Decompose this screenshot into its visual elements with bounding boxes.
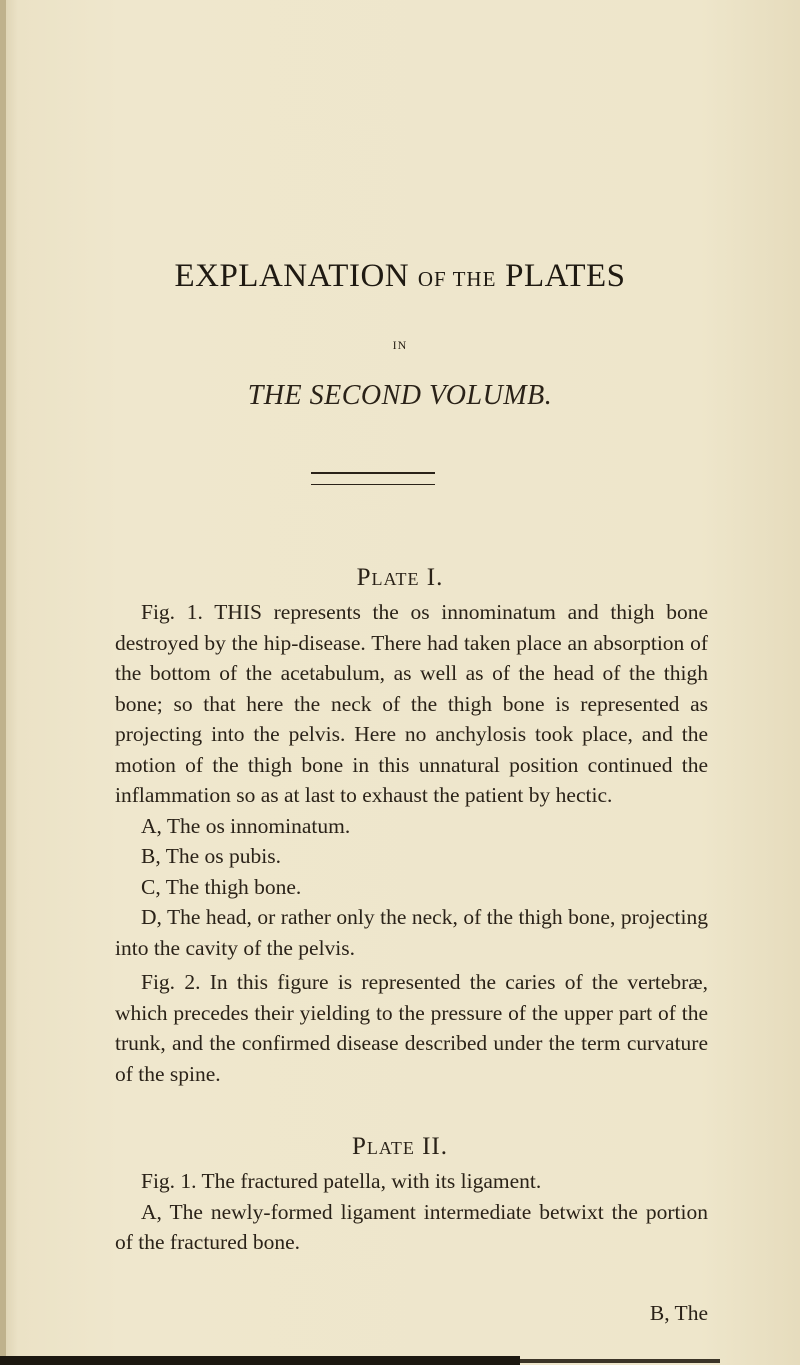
plate-2-text <box>115 1166 708 1258</box>
plate-1-fig-2 <box>115 967 708 1089</box>
plate-1-item-d: D, The head, or rather only the neck, of the thigh bone, projecting into the cavity of the pelvis. <box>115 905 708 960</box>
title-of-the: OF THE <box>417 267 497 291</box>
section-rule <box>311 472 435 485</box>
plate-2-heading: Plate II. <box>351 1133 449 1160</box>
title-plates: PLATES <box>505 258 626 294</box>
page-title <box>0 258 800 295</box>
subtitle: THE SECOND VOLUMB. <box>247 380 553 411</box>
plate-1-item-a: A, The os innominatum. <box>141 813 351 838</box>
plate-2-fig-1: Fig. 1. The fractured patella, with its ligament. <box>141 1169 542 1193</box>
plate-2-item-a: A, The newly-formed ligament intermediate betwixt the portion of the fractured bone. <box>115 1199 708 1254</box>
catchword: B, The <box>649 1301 708 1325</box>
title-in: IN <box>392 338 408 352</box>
plate-1-text <box>115 597 708 963</box>
page-bottom-edge-tail <box>520 1359 720 1363</box>
title-main: EXPLANATION <box>174 258 410 294</box>
plate-1-fig-1 <box>115 597 708 811</box>
plate-1-fig-2-text: Fig. 2. In this figure is represented the caries of the vertebræ, which precedes their yielding to the pressure of the upper part of the trunk, and the confirmed disease described under the term curvature of the spine. <box>115 970 708 1086</box>
plate-1-item-b: B, The os pubis. <box>141 844 281 868</box>
plate-1-fig-1-lead: Fig. 1. <box>141 600 203 624</box>
plate-1-heading: Plate I. <box>356 564 444 591</box>
plate-1-item-c: C, The thigh bone. <box>141 874 302 899</box>
plate-1-fig-1-text: THIS represents the os innominatum and thigh bone destroyed by the hip-disease. There had taken place an absorption of the bottom of the acetabulum, as well as of the head of the thigh bone; so that here the neck of the thigh bone is represented as projecting into the pelvis. Here no anchylosis took place, and the motion of the thigh bone in this unnatural position continued the inflammation so as at last to exhaust the patient by hectic. <box>115 600 708 807</box>
page-bottom-edge <box>0 1356 520 1365</box>
